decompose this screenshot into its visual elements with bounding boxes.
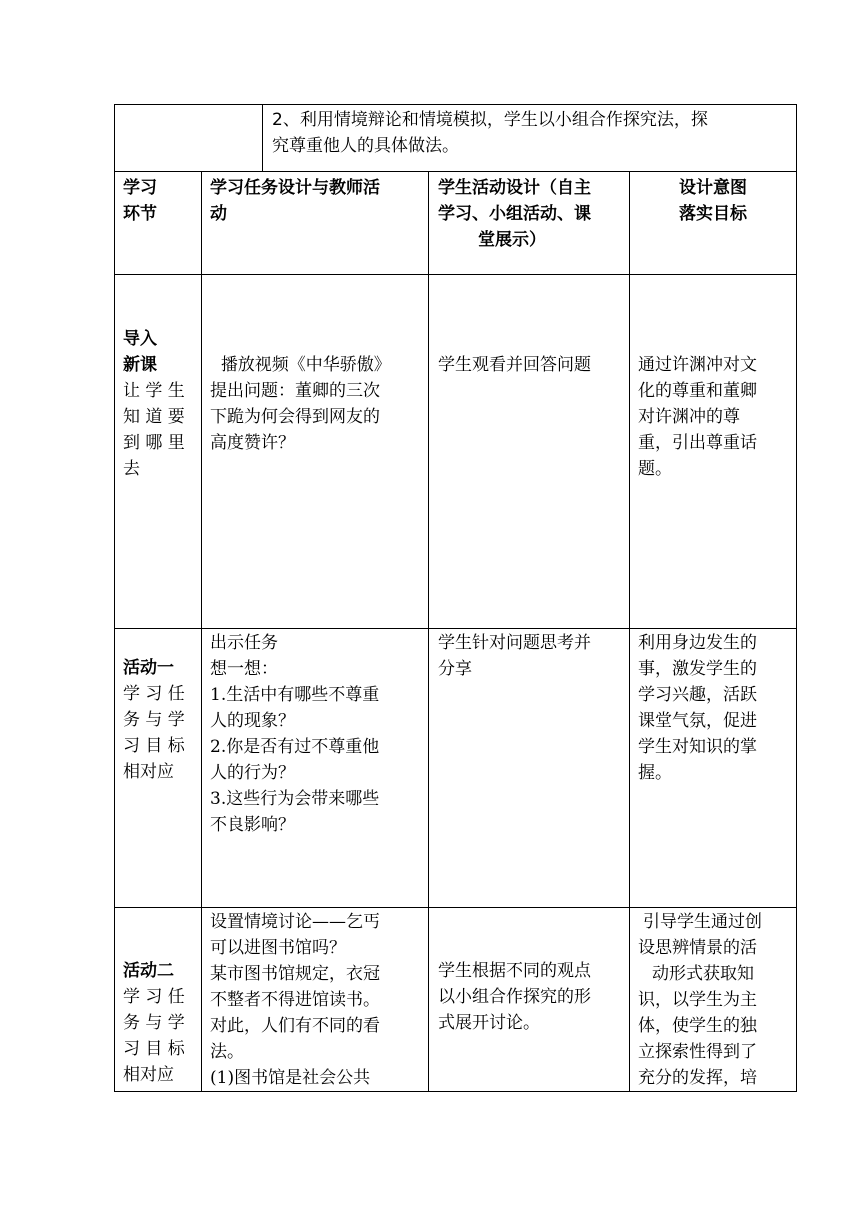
row2-stage-title: 活动一 [123, 658, 174, 678]
row1-student-line1: 学生观看并回答问题 [438, 355, 591, 375]
row1-intent-line2: 化的尊重和董卿 [638, 381, 757, 401]
row2-task-line8: 不良影响？ [210, 815, 295, 835]
row3-task-line7: (1)图书馆是社会公共 [210, 1068, 371, 1088]
row1-stage-title-line2: 新课 [123, 355, 157, 375]
row3-task-line2: 可以进图书馆吗？ [210, 938, 346, 958]
table-border-right [796, 104, 797, 1092]
table-rule-col3 [629, 171, 630, 1092]
row1-stage-sub-line1: 让 学 生 [123, 381, 185, 401]
header-student-line2: 学习、小组活动、课 [438, 204, 591, 224]
row1-stage-sub-line4: 去 [123, 459, 140, 479]
table-rule-header-bottom [114, 274, 796, 275]
row3-stage-title: 活动二 [123, 961, 174, 981]
row3-task-line3: 某市图书馆规定，衣冠 [210, 964, 380, 984]
header-intent-line2: 落实目标 [679, 204, 747, 224]
row2-stage-sub-line4: 相对应 [123, 762, 174, 782]
header-student-line1: 学生活动设计（自主 [438, 178, 591, 198]
row3-task-line4: 不整者不得进馆读书。 [210, 990, 380, 1010]
row1-task-line1: 播放视频《中华骄傲》 [210, 355, 391, 375]
row1-task-line4: 高度赞许？ [210, 433, 295, 453]
table-border-bottom [114, 1091, 796, 1092]
row2-intent-line4: 课堂气氛，促进 [638, 711, 757, 731]
row3-task-line1: 设置情境讨论——乞丐 [210, 912, 380, 932]
row3-intent-line5: 体，使学生的独 [638, 1016, 757, 1036]
header-student-line3: 堂展示） [478, 230, 546, 250]
table-border-top [114, 104, 796, 105]
row2-task-line7: 3.这些行为会带来哪些 [210, 789, 380, 809]
row2-student-line1: 学生针对问题思考并 [438, 633, 591, 653]
row2-intent-line5: 学生对知识的掌 [638, 737, 757, 757]
row2-task-line4: 人的现象？ [210, 711, 295, 731]
table-rule-header-top [114, 171, 796, 172]
row1-intent-line3: 对许渊冲的尊 [638, 407, 740, 427]
row3-stage-sub-line2: 务 与 学 [123, 1013, 185, 1033]
row3-intent-line2: 设思辨情景的活 [638, 938, 757, 958]
row3-student-line2: 以小组合作探究的形 [438, 987, 591, 1007]
row1-intent-line5: 题。 [638, 459, 672, 479]
header-intent-line1: 设计意图 [679, 178, 747, 198]
row1-stage-sub-line2: 知 道 要 [123, 407, 185, 427]
row3-intent-line7: 充分的发挥，培 [638, 1068, 757, 1088]
header-task-line2: 动 [210, 204, 227, 224]
row1-task-line3: 下跪为何会得到网友的 [210, 407, 380, 427]
header-stage-line1: 学习 [123, 178, 157, 198]
table-rule-top-divider [262, 104, 263, 171]
row2-task-line1: 出示任务 [210, 633, 278, 653]
row3-intent-line6: 立探索性得到了 [638, 1042, 757, 1062]
row2-task-line2: 想一想： [210, 659, 278, 679]
row2-task-line5: 2.你是否有过不尊重他 [210, 737, 380, 757]
table-rule-row1-bottom [114, 628, 796, 629]
row2-stage-sub-line1: 学 习 任 [123, 684, 185, 704]
row3-stage-sub-line1: 学 习 任 [123, 987, 185, 1007]
row3-student-line1: 学生根据不同的观点 [438, 961, 591, 981]
row2-stage-sub-line3: 习 目 标 [123, 736, 185, 756]
table-rule-row2-bottom [114, 907, 796, 908]
row3-student-line3: 式展开讨论。 [438, 1013, 540, 1033]
top-row-text-line1: 2、利用情境辩论和情境模拟，学生以小组合作探究法，探 [272, 110, 708, 130]
row3-intent-line1: 引导学生通过创 [643, 912, 762, 932]
row3-stage-sub-line4: 相对应 [123, 1065, 174, 1085]
row1-task-line2: 提出问题：董卿的三次 [210, 381, 380, 401]
row3-intent-line4: 识，以学生为主 [638, 990, 757, 1010]
header-stage-line2: 环节 [123, 204, 157, 224]
row2-task-line3: 1.生活中有哪些不尊重 [210, 685, 380, 705]
row3-stage-sub-line3: 习 目 标 [123, 1039, 185, 1059]
row2-intent-line2: 事，激发学生的 [638, 659, 757, 679]
row2-student-line2: 分享 [438, 659, 472, 679]
table-rule-col2 [428, 171, 429, 1092]
header-task-line1: 学习任务设计与教师活 [210, 178, 380, 198]
row2-intent-line3: 学习兴趣，活跃 [638, 685, 757, 705]
row2-intent-line1: 利用身边发生的 [638, 633, 757, 653]
row2-stage-sub-line2: 务 与 学 [123, 710, 185, 730]
row1-stage-title-line1: 导入 [123, 329, 157, 349]
table-rule-col1 [201, 171, 202, 1092]
row2-task-line6: 人的行为？ [210, 763, 295, 783]
row2-intent-line6: 握。 [638, 763, 672, 783]
table-border-left [114, 104, 115, 1092]
row1-intent-line4: 重，引出尊重话 [638, 433, 757, 453]
top-row-text-line2: 究尊重他人的具体做法。 [272, 136, 459, 156]
row3-task-line6: 法。 [210, 1042, 244, 1062]
row3-intent-line3: 动形式获取知 [652, 964, 754, 984]
row3-task-line5: 对此，人们有不同的看 [210, 1016, 380, 1036]
row1-stage-sub-line3: 到 哪 里 [123, 433, 185, 453]
row1-intent-line1: 通过许渊冲对文 [638, 355, 757, 375]
